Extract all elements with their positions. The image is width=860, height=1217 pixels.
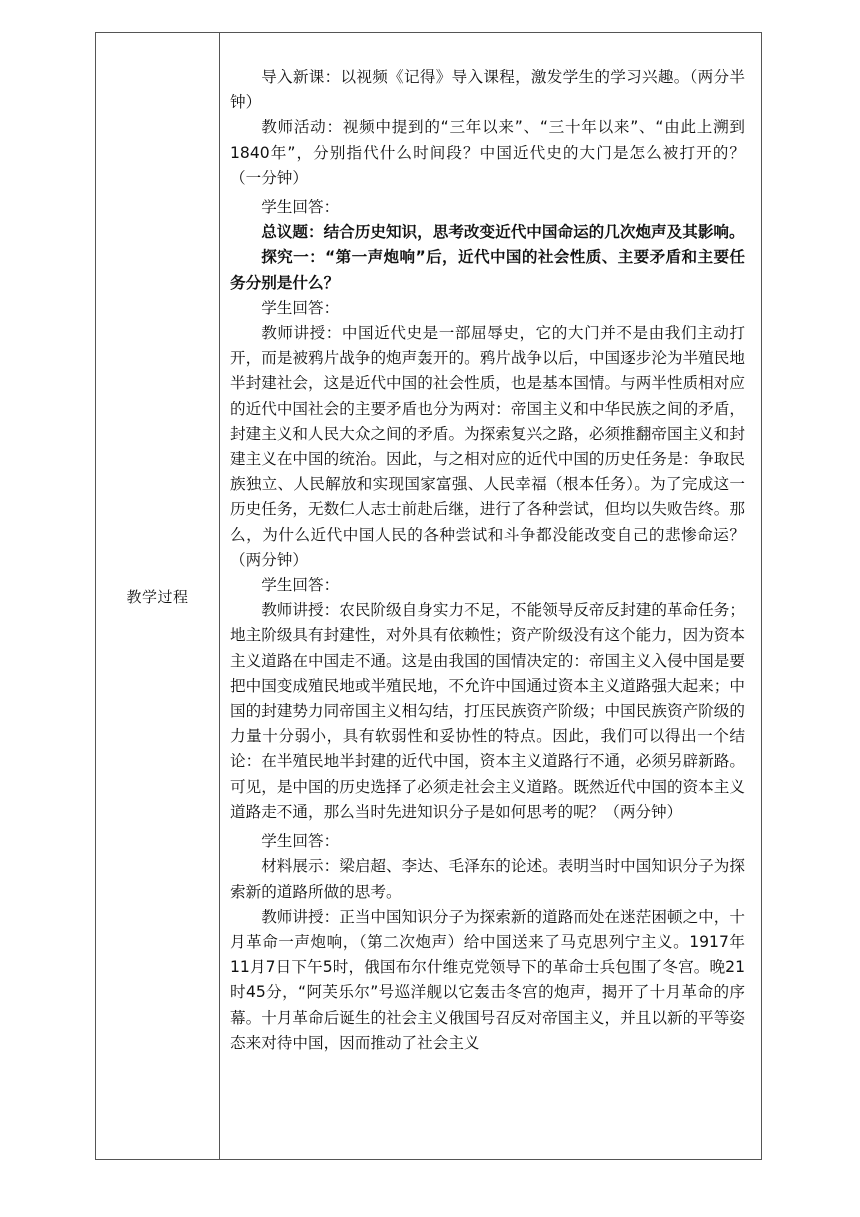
lesson-table: [95, 32, 762, 1160]
paragraph-lecture-3: 教师讲授：正当中国知识分子为探索新的道路而处在迷茫困顿之中，十月革命一声炮响，（第二次炮声）给中国送来了马克思列宁主义。1917年11月7日下午5时，俄国布尔什维克党领导下的革命士兵包围了冬宫。晚21时45分，“阿芙乐尔”号巡洋舰以它轰击冬宫的炮声，揭开了十月革命的序幕。十月革命后诞生的社会主义俄国号召反对帝国主义，并且以新的平等姿态来对待中国，因而推动了社会主义: [230, 907, 745, 1052]
content-cell: [220, 33, 761, 1159]
paragraph-teacher-activity: 教师活动：视频中提到的“三年以来”、“三十年以来”、“由此上溯到1840年”，分别指代什么时间段？中国近代史的大门是怎么被打开的？（一分钟）: [230, 118, 745, 187]
paragraph-student-answer-1: 学生回答：: [261, 198, 340, 217]
paragraph-student-answer-3: 学生回答：: [261, 576, 340, 595]
paragraph-student-answer-4: 学生回答：: [261, 832, 340, 851]
paragraph-material: 材料展示：梁启超、李达、毛泽东的论述。表明当时中国知识分子为探索新的道路所做的思考。: [230, 857, 745, 901]
row-label-cell: [96, 33, 220, 1159]
paragraph-inquiry-one: 探究一：“第一声炮响”后，近代中国的社会性质、主要矛盾和主要任务分别是什么？: [230, 248, 745, 292]
paragraph-lecture-1: 教师讲授：中国近代史是一部屈辱史，它的大门并不是由我们主动打开，而是被鸦片战争的炮声轰开的。鸦片战争以后，中国逐步沦为半殖民地半封建社会，这是近代中国的社会性质，也是基本国情。与两半性质相对应的近代中国社会的主要矛盾也分为两对：帝国主义和中华民族之间的矛盾，封建主义和人民大众之间的矛盾。为探索复兴之路，必须推翻帝国主义和封建主义在中国的统治。因此，与之相对应的近代中国的历史任务是：争取民族独立、人民解放和实现国家富强、人民幸福（根本任务）。为了完成这一历史任务，无数仁人志士前赴后继，进行了各种尝试，但均以失败告终。那么，为什么近代中国人民的各种尝试和斗争都没能改变自己的悲惨命运？（两分钟）: [230, 324, 745, 569]
paragraph-lecture-2: 教师讲授：农民阶级自身实力不足，不能领导反帝反封建的革命任务；地主阶级具有封建性，对外具有依赖性；资产阶级没有这个能力，因为资本主义道路在中国走不通。这是由我国的国情决定的：帝国主义入侵中国是要把中国变成殖民地或半殖民地，不允许中国通过资本主义道路强大起来；中国的封建势力同帝国主义相勾结，打压民族资产阶级；中国民族资产阶级的力量十分弱小，具有软弱性和妥协性的特点。因此，我们可以得出一个结论：在半殖民地半封建的近代中国，资本主义道路行不通，必须另辟新路。可见，是中国的历史选择了必须走社会主义道路。既然近代中国的资本主义道路走不通，那么当时先进知识分子是如何思考的呢？（两分钟）: [230, 601, 745, 821]
paragraph-intro: 导入新课：以视频《记得》导入课程，激发学生的学习兴趣。（两分半钟）: [230, 68, 745, 112]
paragraph-student-answer-2: 学生回答：: [261, 298, 340, 317]
row-label: 教学过程: [126, 587, 189, 606]
paragraph-main-topic: 总议题：结合历史知识，思考改变近代中国命运的几次炮声及其影响。: [261, 223, 745, 242]
